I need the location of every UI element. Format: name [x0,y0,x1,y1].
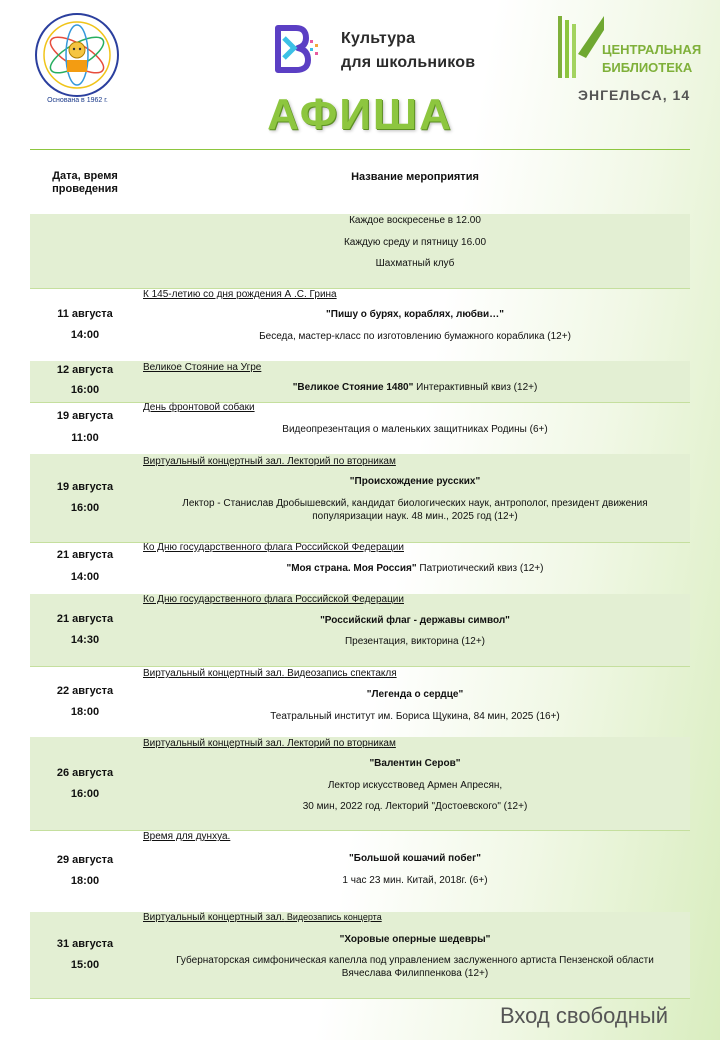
free-entry-note: Вход свободный [500,1003,668,1028]
table-row [30,737,690,831]
event-title-line [140,562,690,575]
event-category-line [143,912,382,923]
event-category: Ко Дню государственного флага Российской Федерации [143,594,404,605]
event-description: Беседа, мастер-класс по изготовлению бумажного кораблика (12+) [259,331,571,342]
event-time: 14:00 [70,571,100,583]
event-description-2: 30 мин, 2022 год. Лекторий "Достоевского" (12+) [302,801,528,812]
event-time: 16:00 [70,788,100,800]
event-category: К 145-летию со дня рождения А .С. Грина [143,289,337,300]
event-description-1: Губернаторская симфоническая капелла под управлением заслуженного артиста Пензенской области [176,955,654,966]
event-title: "Большой кошачий побег" [349,853,481,864]
kultura-logo-icon [272,24,320,74]
table-row [30,288,690,362]
table-row [30,912,690,999]
event-category: Виртуальный концертный зал. [143,668,285,679]
event-title: "Моя страна. Моя Россия" [286,563,417,574]
event-description: Театральный институт им. Бориса Щукина, 84 мин, 2025 (16+) [270,711,560,722]
kultura-line-1: Культура [341,30,416,47]
svg-text:БИБЛИОТЕКА: БИБЛИОТЕКА [602,60,693,75]
event-description-1: Лектор - Станислав Дробышевский, кандидат биологических наук, антрополог, президент движения [182,498,648,509]
event-date: 29 августа [56,854,114,866]
table-row [30,666,690,738]
event-title: "Хоровые оперные шедевры" [339,934,491,945]
central-library-address: ЭНГЕЛЬСА, 14 [578,87,691,103]
event-description: Презентация, викторина (12+) [344,636,485,647]
event-date: 21 августа [56,613,114,625]
table-row [30,361,690,403]
column-header-date: Дата, время проведения [52,170,118,195]
event-time: 16:00 [70,502,100,514]
event-description: Видеопрезентация о маленьких защитниках Родины (6+) [282,424,548,435]
event-description-1: Лектор искусствовед Армен Апресян, [327,780,503,791]
event-category: Виртуальный концертный зал. Лекторий по вторникам [143,456,396,467]
table-row-chess-club [30,214,690,289]
event-title: "Российский флаг - державы символ" [320,615,510,626]
event-category: Ко Дню государственного флага Российской Федерации [143,542,404,553]
event-category: Время для дунхуа. [143,831,231,842]
event-category: День фронтовой собаки [143,402,255,413]
event-date: 21 августа [56,549,114,561]
table-row [30,454,690,543]
page-title: АФИША [267,90,453,139]
event-category-detail: Видеозапись концерта [284,912,382,922]
library-founded-caption: Основана в 1962 г. [47,97,108,104]
event-time: 11:00 [71,432,99,444]
event-category: Виртуальный концертный зал. [143,912,285,923]
event-time: 15:00 [70,959,100,971]
event-time: 14:30 [70,634,100,646]
event-time: 18:00 [70,706,100,718]
chess-schedule-sunday: Каждое воскресенье в 12.00 [349,215,481,226]
event-title: "Пишу о бурях, кораблях, любви…" [326,309,504,320]
event-category-detail: Видеозапись спектакля [284,668,397,679]
event-category: Великое Стояние на Угре [143,362,262,373]
event-title-line [140,381,690,394]
event-description: Интерактивный квиз (12+) [413,382,538,393]
event-date: 22 августа [56,685,114,697]
event-title: "Валентин Серов" [369,758,461,769]
page-header [0,0,720,150]
event-description: Патриотический квиз (12+) [416,563,544,574]
event-title: "Великое Стояние 1480" [292,382,414,393]
event-date: 12 августа [56,364,114,376]
event-description: 1 час 23 мин. Китай, 2018г. (6+) [342,875,488,886]
table-row [30,402,690,455]
event-date: 19 августа [56,410,114,422]
event-date: 26 августа [56,767,114,779]
column-header-name: Название мероприятия [351,171,479,183]
event-date: 11 августа [57,308,113,320]
event-title: "Легенда о сердце" [366,689,464,700]
event-title: "Происхождение русских" [349,476,481,487]
event-time: 18:00 [70,875,100,887]
kultura-line-2: для школьников [341,54,476,71]
table-row [30,830,690,913]
event-category-line [143,668,397,679]
event-description-2: популяризации наук. 48 мин., 2025 год (12+) [312,511,518,522]
svg-text:ЦЕНТРАЛЬНАЯ: ЦЕНТРАЛЬНАЯ [602,42,702,57]
kultura-brand-text [341,27,475,75]
chess-schedule-weekdays: Каждую среду и пятницу 16.00 [343,237,487,248]
event-date: 31 августа [56,938,114,950]
chess-club-title: Шахматный клуб [375,258,455,269]
event-time: 16:00 [70,384,100,396]
event-time: 14:00 [70,329,100,341]
event-category: Виртуальный концертный зал. Лекторий по вторникам [143,738,396,749]
library-emblem-icon [34,12,120,98]
table-row [30,542,690,595]
table-row [30,594,690,667]
event-description-2: Вячеслава Филиппенкова (12+) [341,968,489,979]
event-date: 19 августа [56,481,114,493]
central-library-logo-icon [556,14,702,84]
table-header-row [30,150,690,215]
